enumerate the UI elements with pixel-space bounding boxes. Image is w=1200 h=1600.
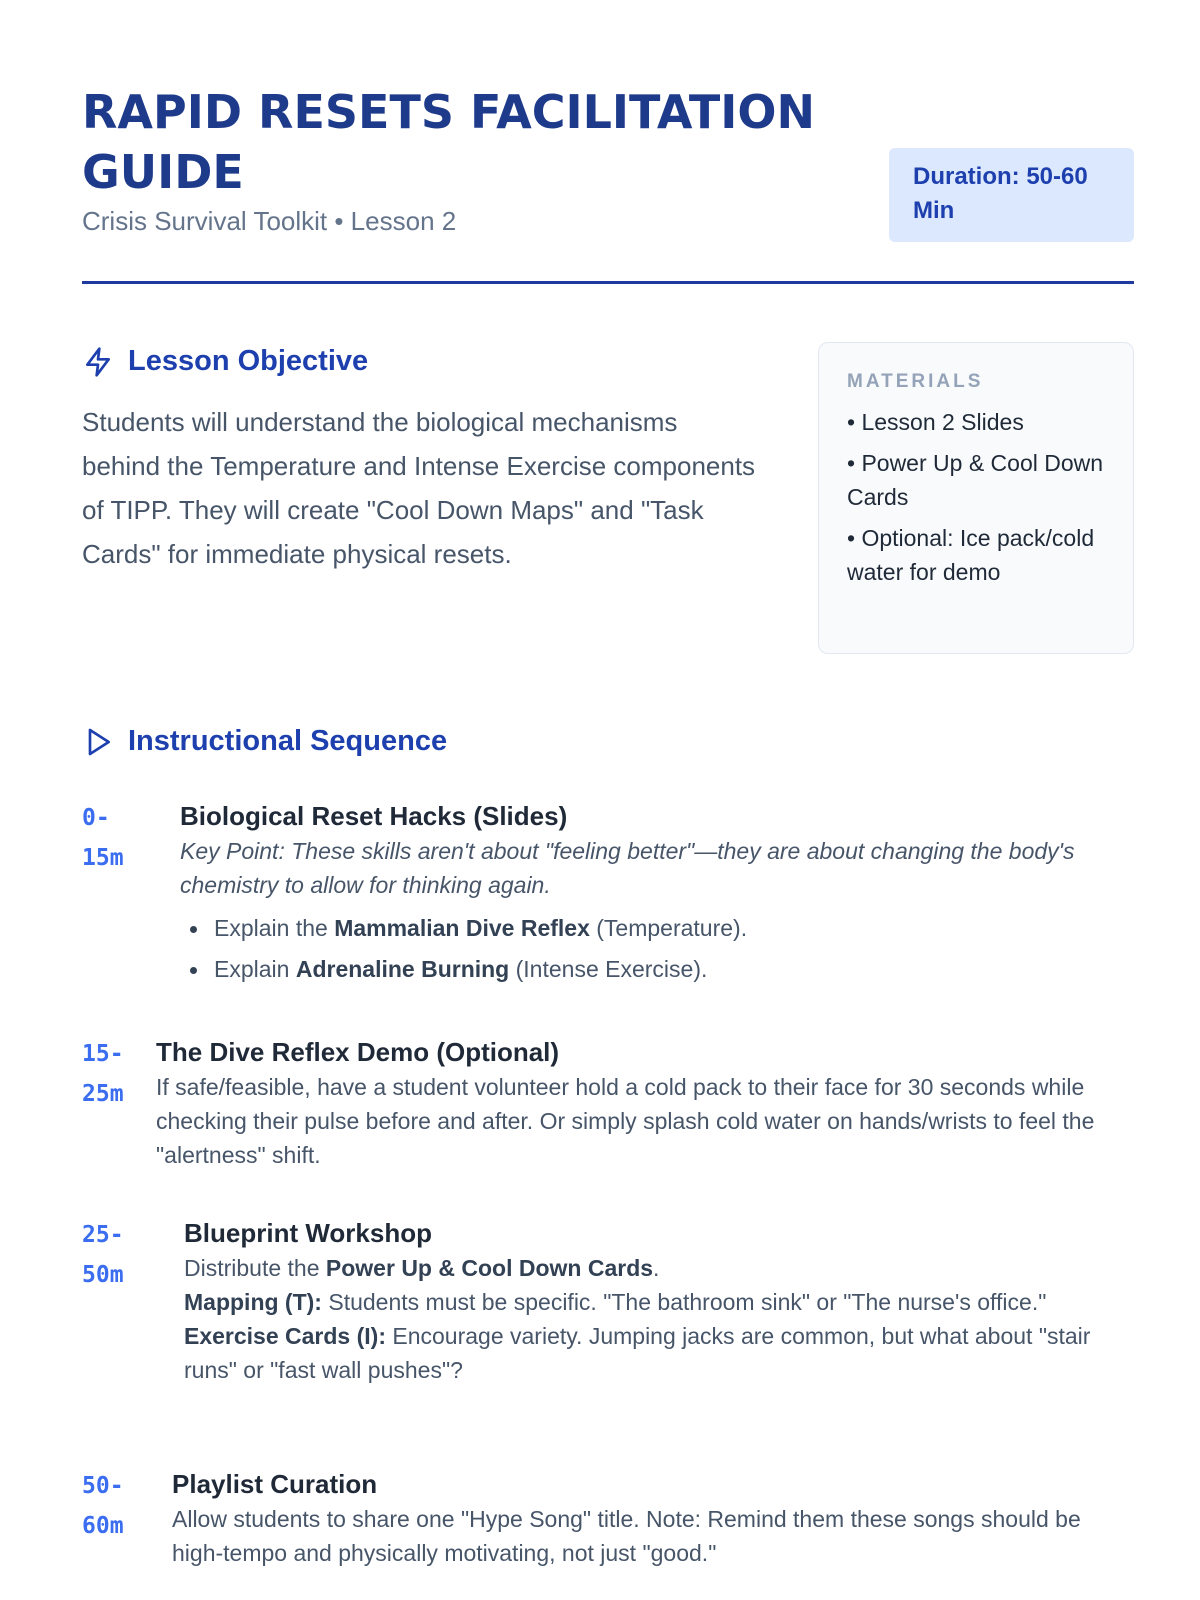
sequence-step [82,1034,1134,1168]
step-text: If safe/feasible, have a student volunteer hold a cold pack to their face for 30 seconds while checking their pulse before and after. Or simply splash cold water on hands/wrists to feel the "alertness" shift. [156,1074,1095,1168]
step-time: 25-50m [82,1222,124,1288]
step-key-point: Key Point: These skills aren't about "feeling better"—they are about changing the body's chemistry to allow for thinking again. [180,838,1075,898]
header [82,82,1134,284]
sequence-step [82,798,1134,998]
sequence-heading-label: Instructional Sequence [128,725,448,757]
list-item: Explain Adrenaline Burning (Intense Exercise). [180,949,1134,990]
duration-badge: Duration: 50-60 Min [889,148,1134,242]
step-bullets [180,908,1134,990]
play-icon [82,726,114,758]
page-title: RAPID RESETS FACILITATION GUIDE [82,85,815,199]
materials-item: • Lesson 2 Slides [847,409,1024,435]
sequence-step [82,1215,1134,1415]
step-line: Mapping (T): Students must be specific. "The bathroom sink" or "The nurse's office." [184,1289,1047,1315]
step-title: Playlist Curation [172,1469,378,1499]
sequence-heading [82,725,447,758]
materials-box [818,342,1134,654]
materials-label: MATERIALS [847,371,984,392]
step-time: 50-60m [82,1473,124,1539]
step-line: Distribute the Power Up & Cool Down Cards. [184,1255,660,1281]
objective-heading [82,345,368,378]
step-content [172,1466,1134,1570]
step-time: 15-25m [82,1041,124,1107]
step-title: The Dive Reflex Demo (Optional) [156,1037,560,1067]
step-title: Blueprint Workshop [184,1218,432,1248]
materials-item: • Optional: Ice pack/cold water for demo [847,525,1095,585]
objective-heading-label: Lesson Objective [128,345,369,377]
step-content [184,1215,1134,1387]
step-content [180,798,1134,990]
sequence-step [82,1466,1134,1576]
lightning-icon [82,346,114,378]
step-title: Biological Reset Hacks (Slides) [180,801,568,831]
page-subtitle: Crisis Survival Toolkit • Lesson 2 [82,206,457,236]
step-text: Allow students to share one "Hype Song" title. Note: Remind them these songs should be high-tempo and physically motivating, not just "good." [172,1506,1081,1566]
list-item: Explain the Mammalian Dive Reflex (Temperature). [180,908,1134,949]
step-line: Exercise Cards (I): Encourage variety. Jumping jacks are common, but what about "stair runs" or "fast wall pushes"? [184,1323,1091,1383]
objective-text: Students will understand the biological mechanisms behind the Temperature and Intense Exercise components of TIPP. They will create "Cool Down Maps" and "Task Cards" for immediate physical resets. [82,407,756,569]
step-content [156,1034,1134,1172]
materials-item: • Power Up & Cool Down Cards [847,450,1104,510]
step-time: 0-15m [82,805,124,871]
